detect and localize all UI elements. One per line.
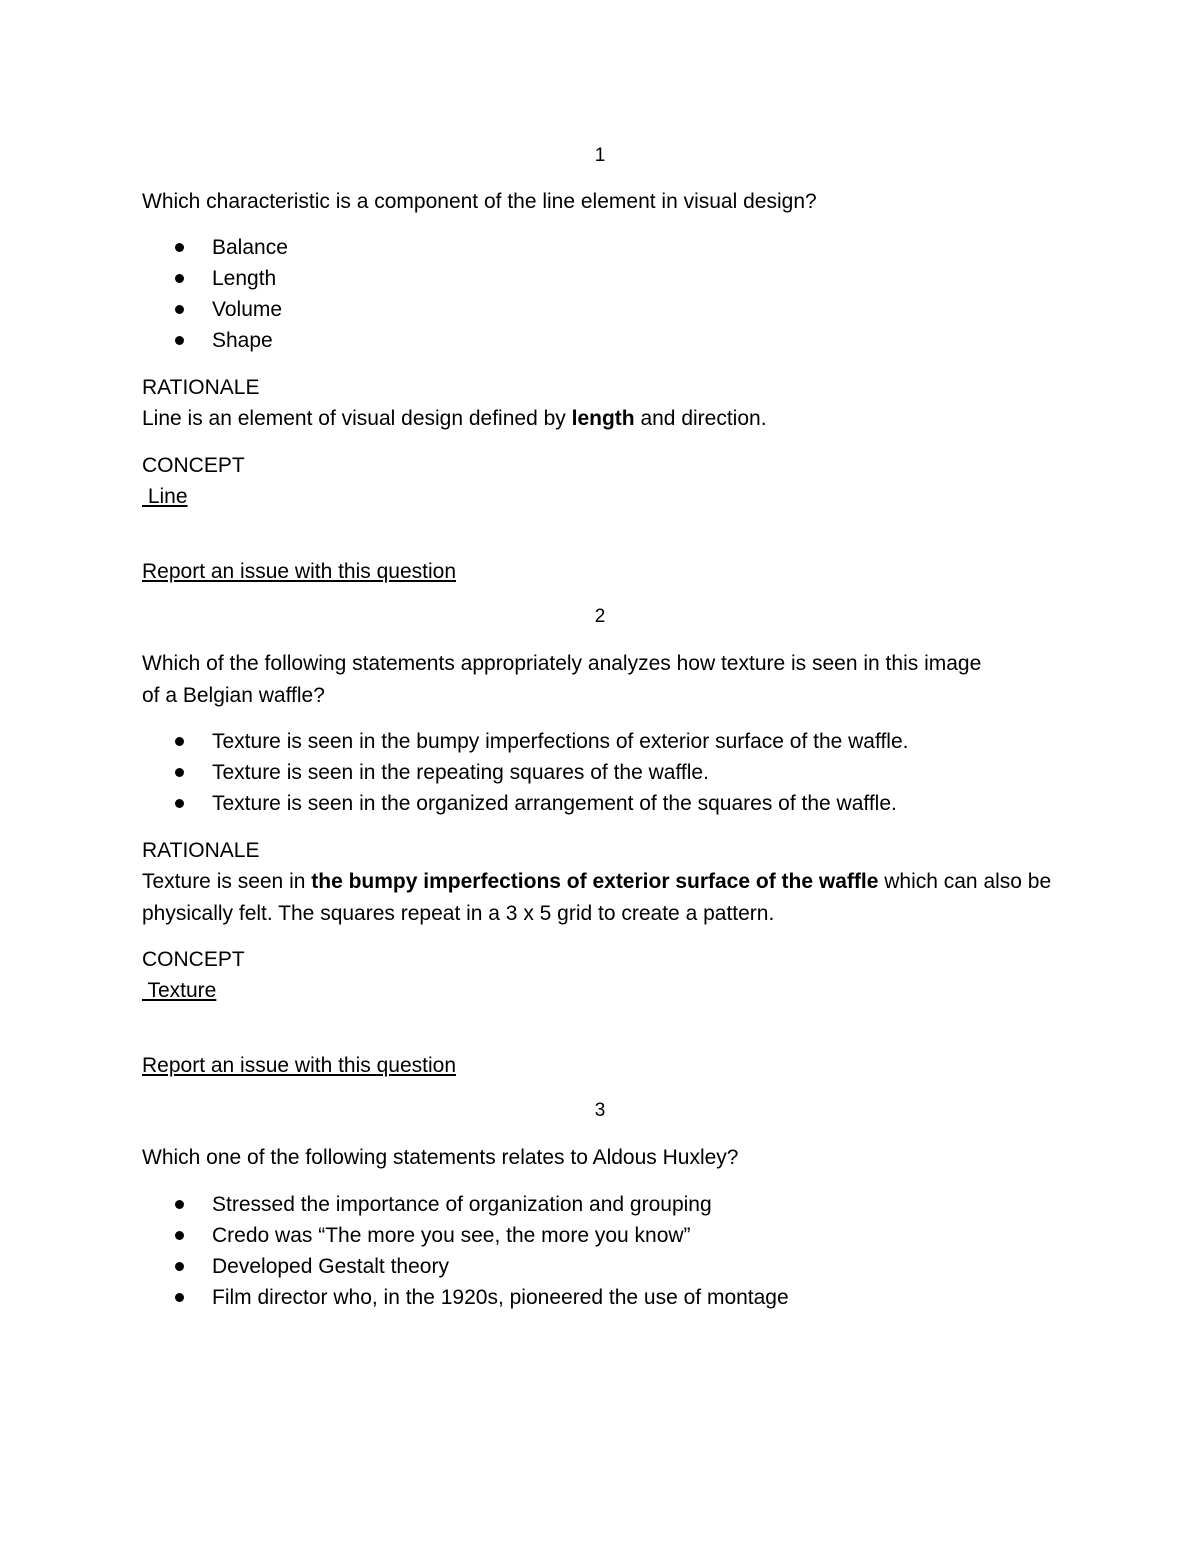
bullet-icon	[175, 1231, 184, 1240]
question-number: 1	[594, 145, 606, 166]
report-issue-link[interactable]: Report an issue with this question	[142, 1054, 457, 1077]
bullet-icon	[175, 274, 184, 283]
concept-label: CONCEPT	[142, 454, 245, 477]
rationale-label: RATIONALE	[142, 839, 260, 862]
bullet-icon	[175, 1293, 184, 1302]
question-number: 2	[594, 606, 606, 627]
question-prompt-line2: of a Belgian waffle?	[142, 684, 325, 707]
options-list	[142, 232, 288, 356]
question-number: 3	[594, 1100, 606, 1121]
option-item: Developed Gestalt theory	[142, 1251, 789, 1282]
concept-link[interactable]: Texture	[142, 979, 217, 1002]
bullet-icon	[175, 1262, 184, 1271]
option-item: Length	[142, 263, 288, 294]
option-item: Film director who, in the 1920s, pioneered the use of montage	[142, 1282, 789, 1313]
option-item: Shape	[142, 325, 288, 356]
option-item: Credo was “The more you see, the more you know”	[142, 1220, 789, 1251]
question-prompt: Which characteristic is a component of the line element in visual design?	[142, 190, 817, 213]
bullet-icon	[175, 768, 184, 777]
option-item: Balance	[142, 232, 288, 263]
bullet-icon	[175, 243, 184, 252]
rationale-text-line1: Texture is seen in the bumpy imperfections of exterior surface of the waffle which can also be	[142, 870, 1052, 893]
report-issue-link[interactable]: Report an issue with this question	[142, 560, 457, 583]
option-item: Texture is seen in the repeating squares of the waffle.	[142, 757, 908, 788]
bullet-icon	[175, 737, 184, 746]
concept-label: CONCEPT	[142, 948, 245, 971]
bullet-icon	[175, 336, 184, 345]
options-list	[142, 726, 908, 819]
question-prompt-line1: Which of the following statements appropriately analyzes how texture is seen in this image	[142, 652, 982, 675]
option-item: Stressed the importance of organization and grouping	[142, 1189, 789, 1220]
option-item: Texture is seen in the bumpy imperfections of exterior surface of the waffle.	[142, 726, 908, 757]
concept-link[interactable]: Line	[142, 485, 188, 508]
option-item: Volume	[142, 294, 288, 325]
question-prompt: Which one of the following statements relates to Aldous Huxley?	[142, 1146, 739, 1169]
rationale-label: RATIONALE	[142, 376, 260, 399]
bullet-icon	[175, 305, 184, 314]
rationale-text-line2: physically felt. The squares repeat in a 3 x 5 grid to create a pattern.	[142, 902, 775, 925]
option-item: Texture is seen in the organized arrangement of the squares of the waffle.	[142, 788, 908, 819]
bullet-icon	[175, 799, 184, 808]
rationale-text: Line is an element of visual design defined by length and direction.	[142, 407, 767, 430]
bullet-icon	[175, 1200, 184, 1209]
options-list	[142, 1189, 789, 1313]
